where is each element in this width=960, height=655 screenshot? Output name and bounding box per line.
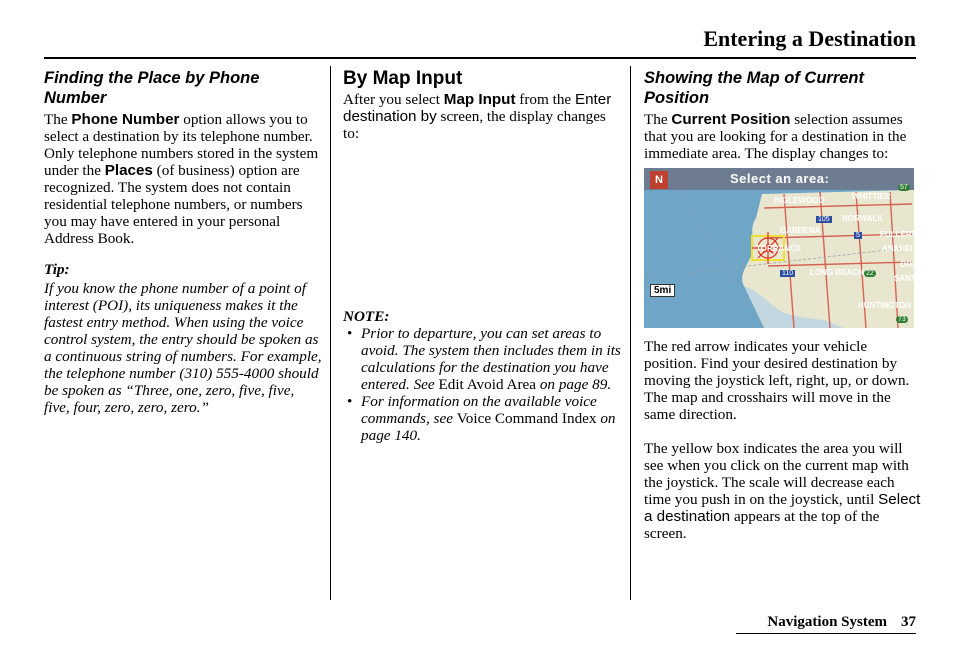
text: The — [644, 111, 672, 128]
cross-reference: Voice Command Index — [456, 410, 597, 427]
text: After you select — [343, 91, 444, 108]
figure-placeholder — [343, 142, 621, 308]
map-place-label: ANAHEI — [882, 244, 913, 253]
cross-reference: Edit Avoid Area — [438, 376, 537, 393]
map-place-label: HUNTINGTON — [858, 301, 912, 310]
text: on page 140. — [361, 410, 616, 444]
text: on page 89. — [536, 376, 612, 393]
map-place-label: TORRANCE — [756, 244, 802, 253]
map-place-label: SANT — [894, 274, 916, 283]
screen-name: Enter destination by — [343, 91, 612, 125]
text: Prior to departure, you can set areas to avoid. The system then includes them in its calculations for the destination you have entered. See — [361, 325, 621, 393]
note-list — [343, 325, 621, 444]
column-divider — [330, 66, 331, 600]
tip-label: Tip: — [44, 261, 70, 278]
text: The yellow box indicates the area you will see when you click on the current map with the joystick. The scale will decrease each time you push in on the joystick, until — [644, 440, 909, 508]
tip-text: If you know the phone number of a point of interest (POI), its uniqueness makes it the fastest entry method. When using the voice control system, the entry should be spoken as a continuous string of numbers. For example, the telephone number (310) 555-4000 should be spoken as “Three, one, zero, five, five, five, four, zero, zero, zero.” — [44, 280, 322, 416]
section-heading-current-position: Showing the Map of Current Position — [644, 69, 864, 107]
section-heading-map-input: By Map Input — [343, 68, 463, 89]
page-number: 37 — [901, 614, 916, 630]
route-shield: 5 — [856, 232, 860, 239]
ui-term: Map Input — [443, 91, 516, 108]
page-header-title: Entering a Destination — [703, 26, 916, 51]
route-shield: 22 — [866, 270, 874, 277]
column-3 — [644, 68, 922, 542]
screen-name: Select a destination — [644, 491, 921, 525]
map-place-label: LONG BEACH — [810, 268, 864, 277]
column-1 — [44, 68, 322, 416]
map-place-label: NORWALK — [842, 214, 884, 223]
text: (of business) option are recognized. The system does not contain residential telephone numbers, or numbers you may have entered in your personal Address Book. — [44, 162, 303, 247]
route-shield: 110 — [782, 270, 794, 277]
text: from the — [515, 91, 575, 108]
header-rule — [44, 57, 916, 59]
note-item — [343, 325, 621, 393]
map-place-label: INGLEWOOD — [774, 196, 825, 205]
note-item — [343, 393, 621, 444]
page-footer — [767, 614, 916, 631]
paragraph — [44, 111, 322, 247]
paragraph — [343, 91, 621, 142]
map-place-label: ORA — [900, 260, 918, 269]
paragraph — [644, 111, 922, 162]
route-shield: 73 — [898, 316, 906, 323]
text: selection assumes that you are looking for a destination in the immediate area. The display changes to: — [644, 111, 907, 162]
paragraph: The red arrow indicates your vehicle position. Find your desired destination by moving the joystick left, right, up, or down. The map and crosshairs will move in the same direction. — [644, 338, 910, 423]
text: option allows you to select a destination by its telephone number. Only telephone numbers stored in the system under the — [44, 111, 319, 179]
map-banner: Select an area: — [730, 171, 830, 186]
map-place-label: FULLERT — [880, 230, 917, 239]
map-place-label: GARDENA — [780, 226, 821, 235]
ui-term: Places — [104, 162, 153, 179]
map-place-label: WHITTIER — [852, 192, 891, 201]
route-shield: 105 — [818, 216, 830, 223]
footer-label: Navigation System — [767, 614, 887, 630]
text: appears at the top of the screen. — [644, 508, 880, 542]
text: The — [44, 111, 72, 128]
ui-term: Phone Number — [71, 111, 180, 128]
footer-rule — [736, 633, 916, 634]
map-scale: 5mi — [650, 284, 675, 297]
text: screen, the display changes to: — [343, 108, 606, 142]
navigation-map-screenshot — [644, 168, 918, 328]
section-heading-phone: Finding the Place by Phone Number — [44, 69, 260, 107]
ui-term: Current Position — [671, 111, 791, 128]
compass-icon: N — [650, 171, 668, 189]
column-divider — [630, 66, 631, 600]
text: For information on the available voice commands, see — [361, 393, 597, 427]
paragraph — [644, 440, 922, 542]
route-shield: 57 — [900, 184, 908, 191]
column-2 — [343, 68, 621, 444]
note-label: NOTE: — [343, 308, 390, 325]
